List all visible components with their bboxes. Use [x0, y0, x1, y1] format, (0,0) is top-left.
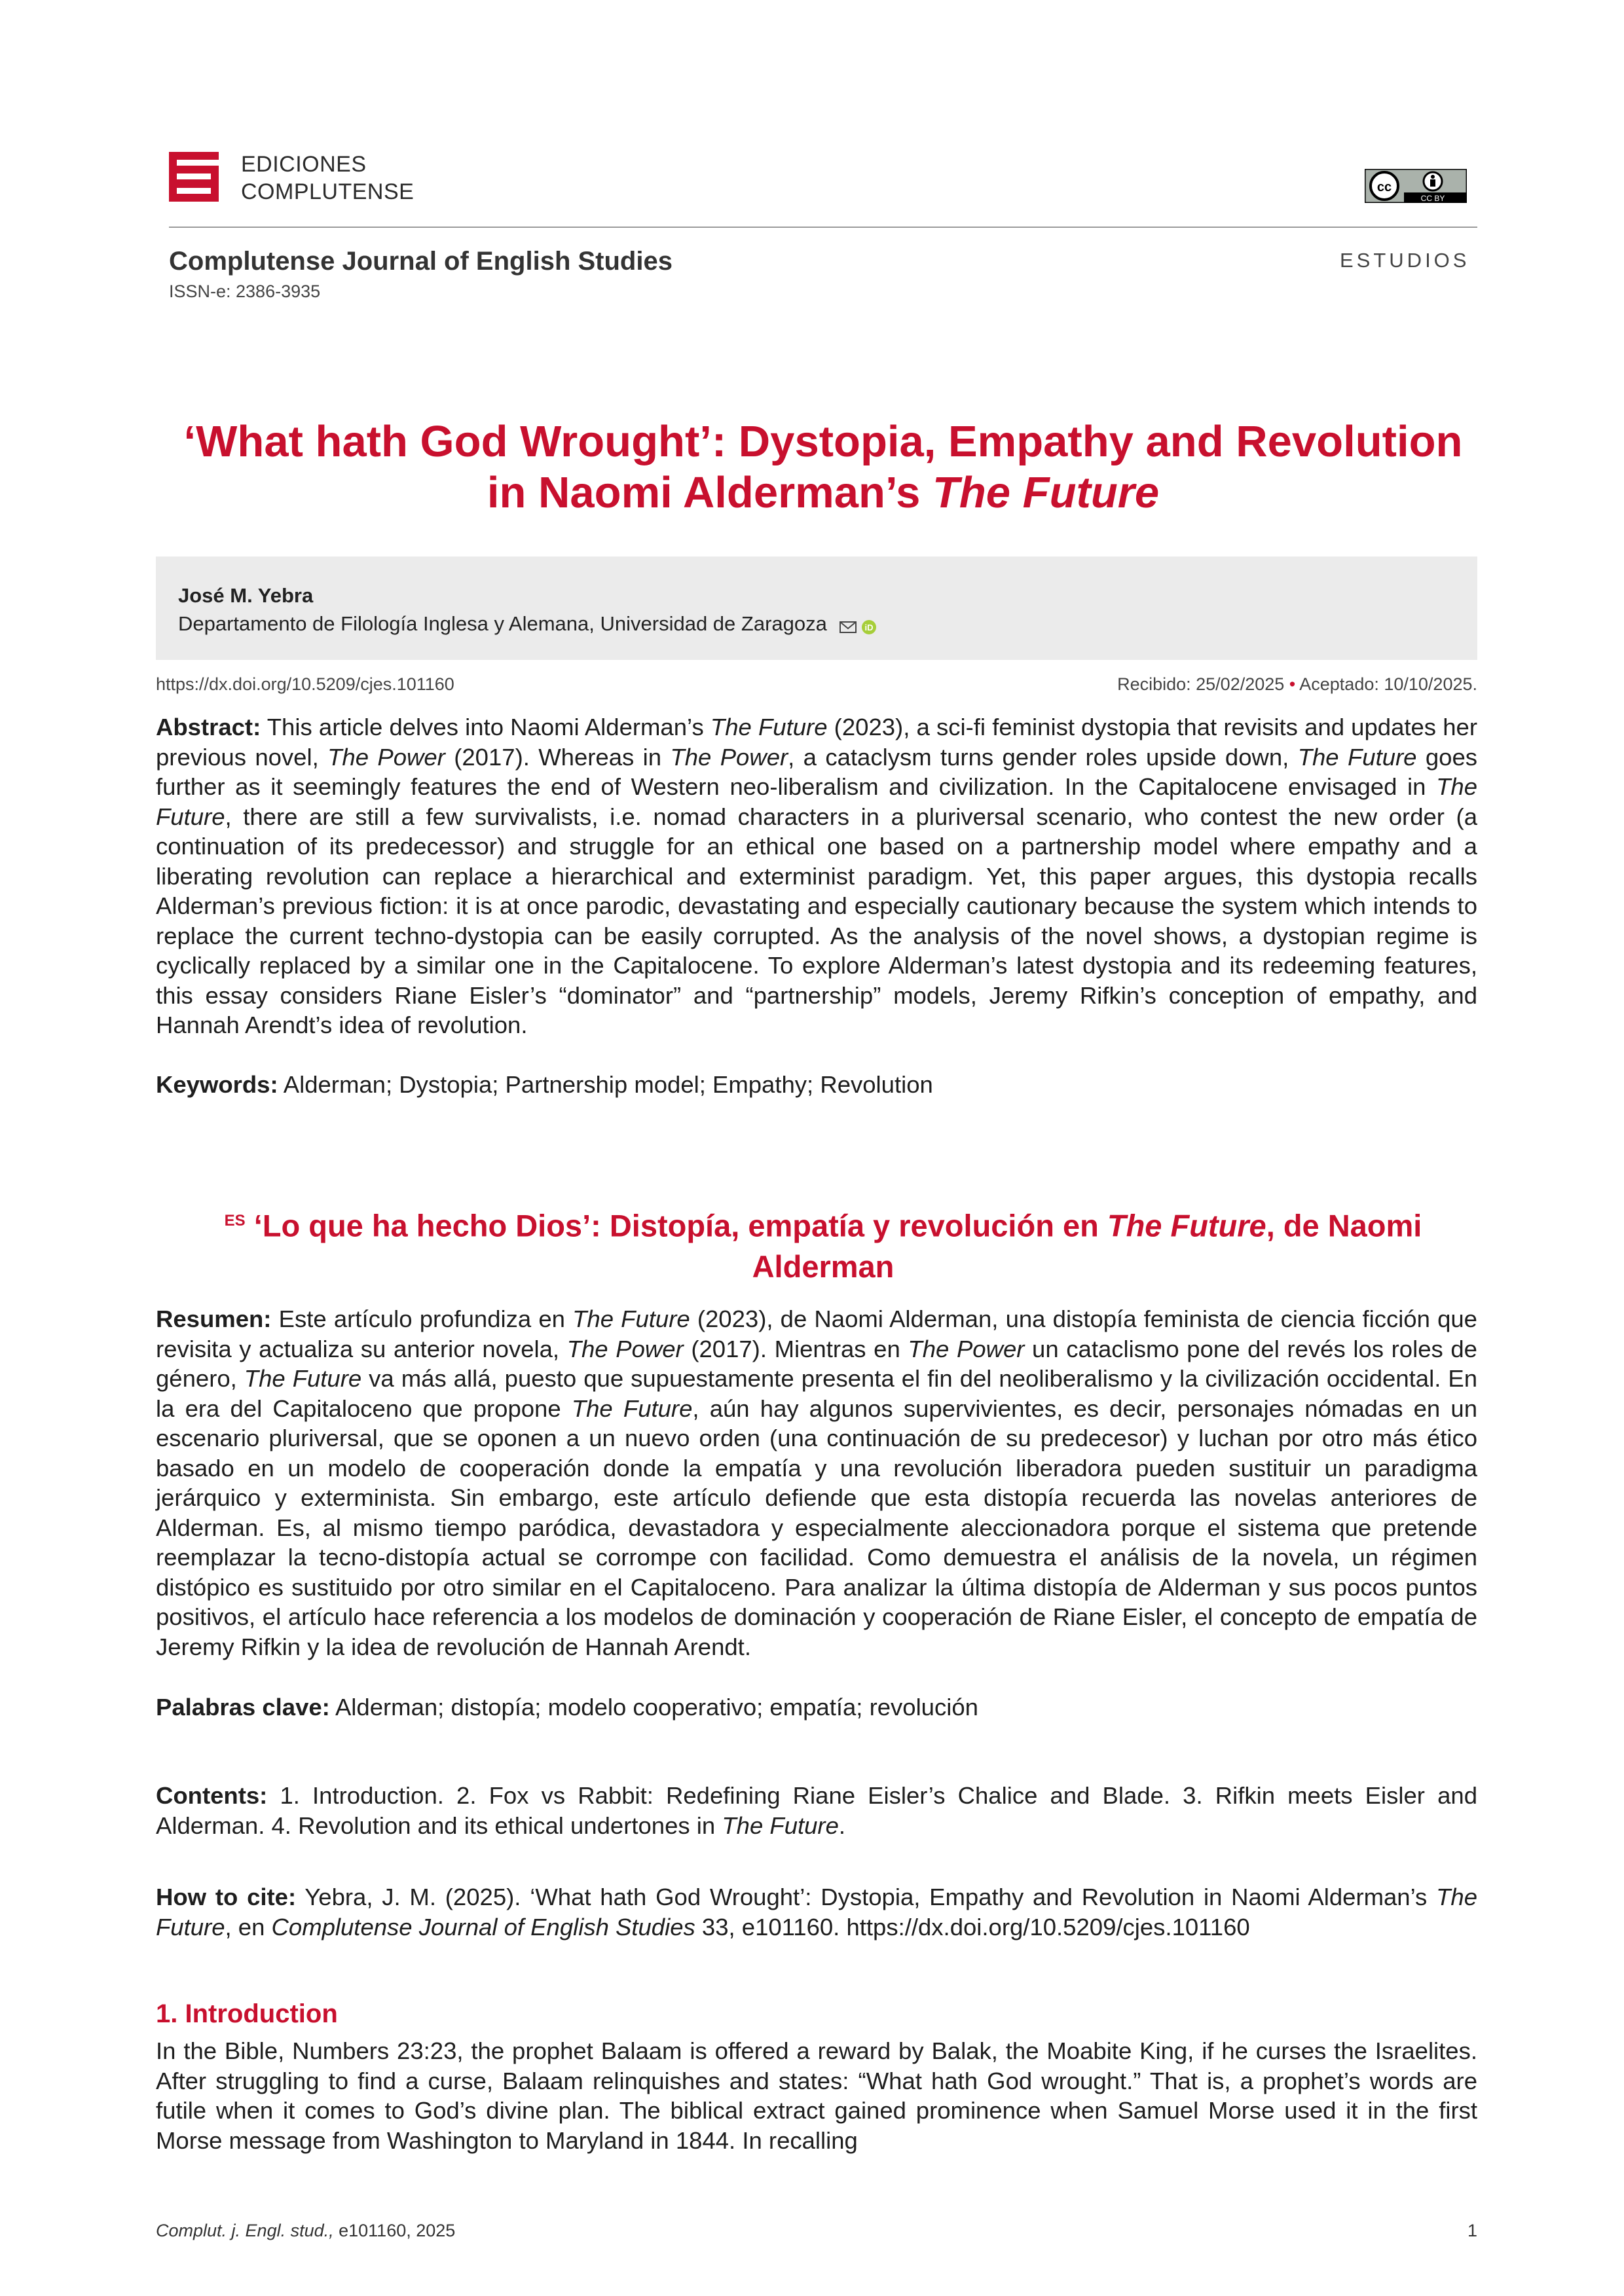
svg-text:iD: iD [864, 622, 874, 632]
submission-dates: Recibido: 25/02/2025 • Aceptado: 10/10/2025. [1117, 674, 1477, 694]
keywords: Keywords: Alderman; Dystopia; Partnership model; Empathy; Revolution [156, 1071, 933, 1098]
license-label: CC BY [1420, 194, 1445, 203]
author-name: José M. Yebra [178, 584, 314, 607]
page-number: 1 [1467, 2221, 1477, 2240]
journal-issn: ISSN-e: 2386-3935 [169, 282, 321, 301]
section-heading-introduction: 1. Introduction [156, 1999, 338, 2028]
author-box [156, 556, 1477, 660]
svg-text:cc: cc [1376, 180, 1392, 194]
author-affiliation: Departamento de Filología Inglesa y Alemana, Universidad de Zaragoza iD [178, 612, 878, 637]
contents: Contents: 1. Introduction. 2. Fox vs Rabbit: Redefining Riane Eisler’s Chalice and Blade. 3. Rifkin meets Eisler and Alderman. 4. Revolution and its ethical undertones in The Future. [156, 1782, 1477, 1839]
journal-title: Complutense Journal of English Studies [169, 247, 673, 276]
footer-citation: Complut. j. Engl. stud., e101160, 2025 [156, 2221, 456, 2240]
publisher-logo-icon [169, 152, 219, 202]
doi-link[interactable]: https://dx.doi.org/10.5209/cjes.101160 [156, 674, 454, 694]
section-label: ESTUDIOS [1340, 249, 1470, 272]
introduction-text: In the Bible, Numbers 23:23, the prophet Balaam is offered a reward by Balak, the Moabite King, if he curses the Israelites. After struggling to find a curse, Balaam relinquishes and states: “What hath God wrought.” That is, a prophet’s words are futile when it comes to God’s divine plan. The biblical extract gained prominence when Samuel Morse used it in the first Morse message from Washington to Maryland in 1844. In recalling [156, 2037, 1477, 2154]
resumen: Resumen: Este artículo profundiza en The Future (2023), de Naomi Alderman, una distopía feminista de ciencia ficción que revisita y actualiza su anterior novela, The Power (2017). Mientras en The Power un cataclismo pone del revés los roles de género, The Future va más allá, puesto que supuestamente presenta el fin del neoliberalismo y la civilización occidental. En la era del Capitaloceno que propone The Future, aún hay algunos supervivientes, es decir, personajes nómadas en un escenario pluriversal, que se oponen a un nuevo orden (una continuación de su predecesor) y luchan por otro más ético basado en un modelo de cooperación donde la empatía y una revolución liberadora pueden sustituir un paradigma jerárquico y exterminista. Sin embargo, este artículo defiende que esta distopía recuerda las novelas anteriores de Alderman. Es, al mismo tiempo paródica, devastadora y especialmente aleccionadora porque el sistema que pretende reemplazar la tecno-distopía actual se corrompe con facilidad. Como demuestra el análisis de la novela, un régimen distópico es sustituido por otro similar en el Capitaloceno. Para analizar la última distopía de Alderman y sus pocos puntos positivos, el artículo hace referencia a los modelos de dominación y cooperación de Riane Eisler, el concepto de empatía de Jeremy Rifkin y la idea de revolución de Hannah Arendt. [156, 1305, 1478, 1660]
header-divider [169, 227, 1477, 228]
orcid-icon[interactable] [862, 620, 876, 634]
spanish-title: $^{ES}$ ‘Lo que ha hecho Dios’: Distopía, empatía y revolución en The Future, de Naomi Alderman [224, 1208, 1422, 1284]
email-icon[interactable] [840, 622, 856, 632]
abstract: Abstract: This article delves into Naomi Alderman’s The Future (2023), a sci-fi feminist dystopia that revisits and updates her previous novel, The Power (2017). Whereas in The Power, a cataclysm turns gender roles upside down, The Future goes further as it seemingly features the end of Western neo-liberalism and civilization. In the Capitalocene envisaged in The Future, there are still a few survivalists, i.e. nomad characters in a pluriversal scenario, who contest the new order (a continuation of its predecessor) and struggle for an ethical one based on a partnership model where empathy and a liberating revolution can replace a hierarchical and exterminist paradigm. Yet, this paper argues, this dystopia recalls Alderman’s previous fiction: it is at once parodic, devastating and especially cautionary because the system which intends to replace the current techno-dystopia can be easily corrupted. As the analysis of the novel shows, a dystopian regime is cyclically replaced by a similar one in the Capitalocene. To explore Alderman’s latest dystopia and its redeeming features, this essay considers Riane Eisler’s “dominator” and “partnership” models, Jeremy Rifkin’s conception of empathy, and Hannah Arendt’s idea of revolution. [156, 714, 1478, 1038]
how-to-cite: How to cite: Yebra, J. M. (2025). ‘What hath God Wrought’: Dystopia, Empathy and Revolution in Naomi Alderman’s The Future, en Complutense Journal of English Studies 33, e101160. https://dx.doi.org/10.5209/cjes.101160 [156, 1884, 1478, 1941]
author-contact-icons [839, 613, 878, 637]
publisher-name: EDICIONES COMPLUTENSE [241, 152, 415, 204]
article-title: ‘What hath God Wrought’: Dystopia, Empathy and Revolution in Naomi Alderman’s The Future [183, 417, 1463, 517]
cc-by-license-icon[interactable] [1365, 169, 1467, 203]
palabras-clave: Palabras clave: Alderman; distopía; modelo cooperativo; empatía; revolución [156, 1694, 978, 1721]
language-tag: ES [224, 1212, 246, 1230]
